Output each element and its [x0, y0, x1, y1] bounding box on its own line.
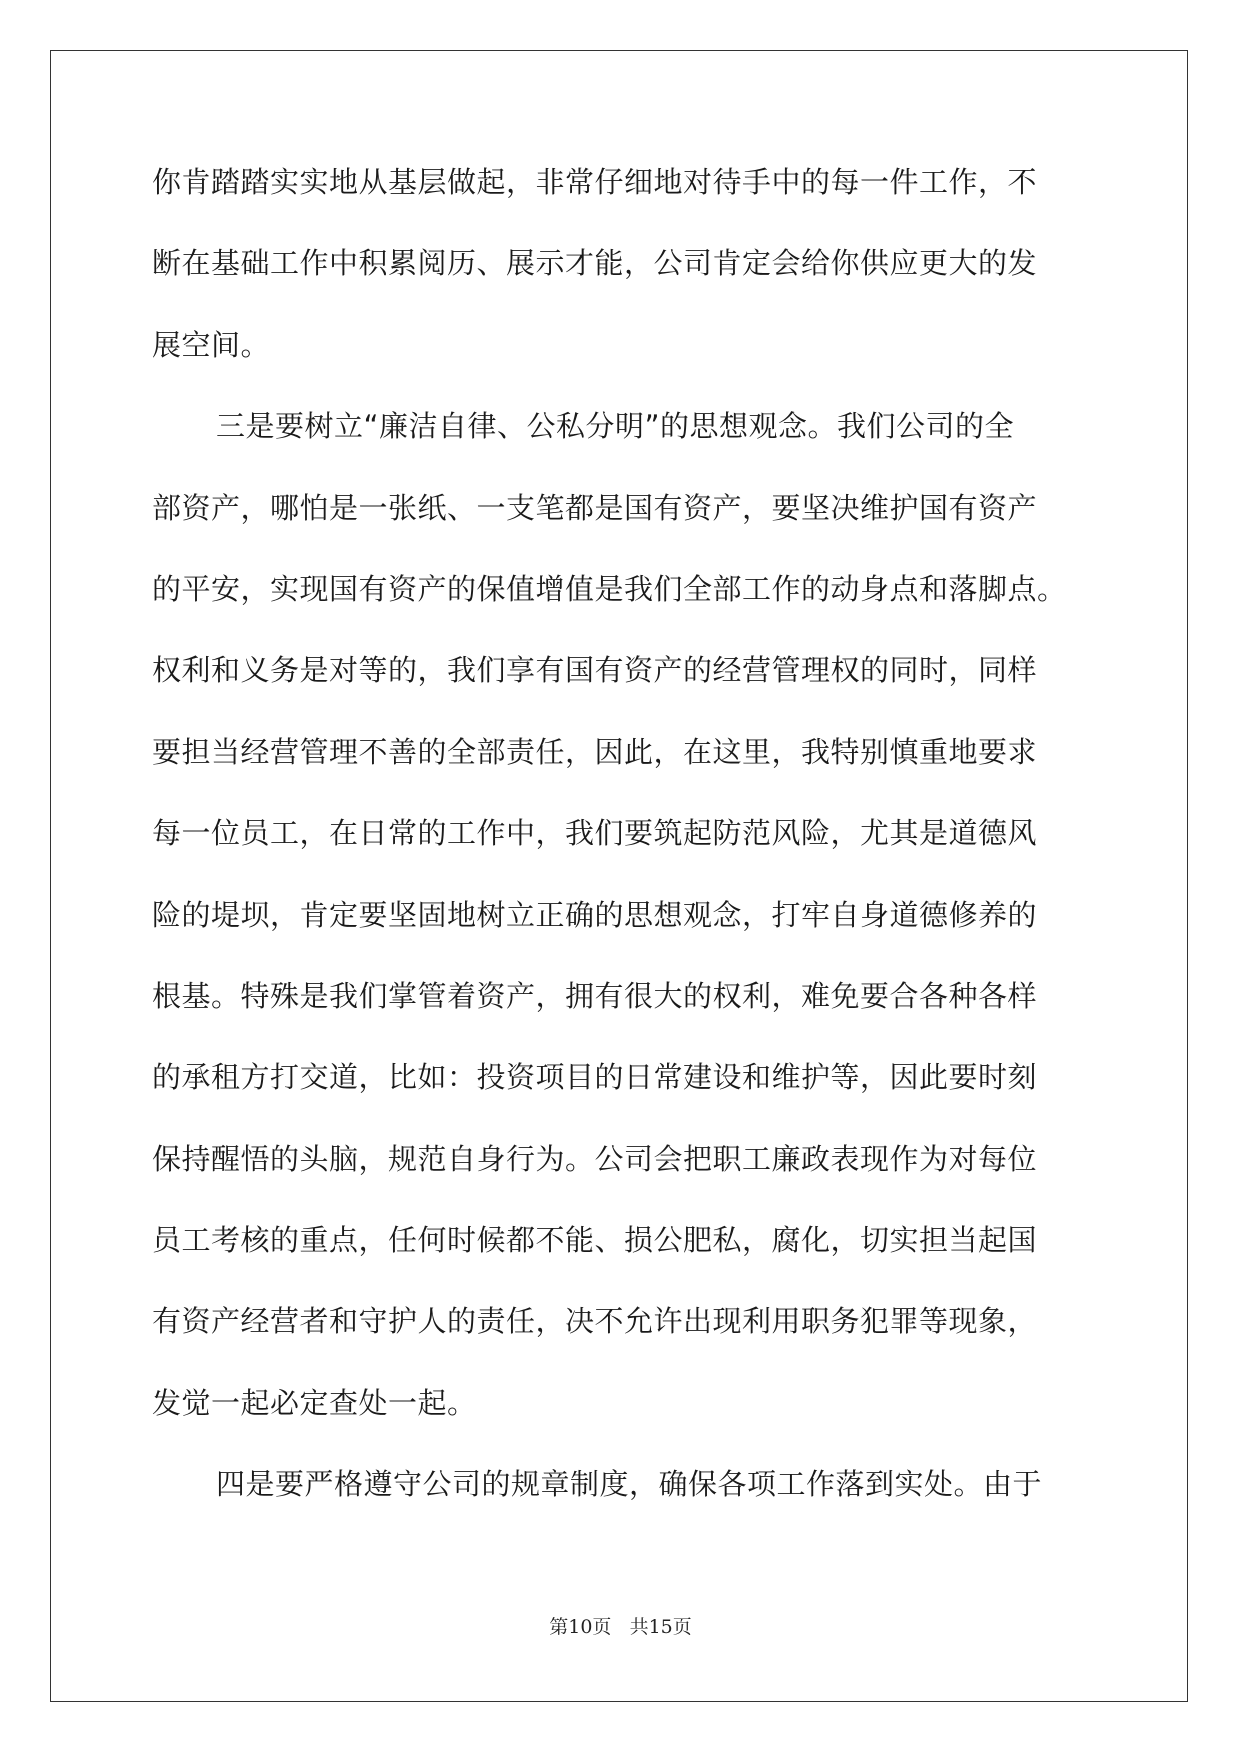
text-line: 展空间。	[152, 327, 271, 362]
text-line: 的承租方打交道，比如：投资项目的日常建设和维护等，因此要时刻	[152, 1060, 1038, 1095]
text-line: 根基。特殊是我们掌管着资产，拥有很大的权利，难免要合各种各样	[152, 978, 1038, 1013]
footer-spacer	[611, 1616, 629, 1638]
text-line: 要担当经营管理不善的全部责任，因此，在这里，我特别慎重地要求	[152, 734, 1038, 769]
text-line: 保持醒悟的头脑，规范自身行为。公司会把职工廉政表现作为对每位	[152, 1141, 1038, 1176]
paragraph-start-line: 四是要严格遵守公司的规章制度，确保各项工作落到实处。由于	[216, 1467, 1043, 1502]
text-line: 有资产经营者和守护人的责任，决不允许出现利用职务犯罪等现象，	[152, 1304, 1038, 1339]
paragraph-start-line: 三是要树立“廉洁自律、公私分明”的思想观念。我们公司的全	[216, 409, 1015, 444]
text-line: 权利和义务是对等的，我们享有国有资产的经营管理权的同时，同样	[152, 653, 1038, 688]
total-pages-label: 共15页	[629, 1616, 692, 1638]
text-line: 你肯踏踏实实地从基层做起，非常仔细地对待手中的每一件工作，不	[152, 165, 1038, 199]
text-line: 险的堤坝，肯定要坚固地树立正确的思想观念，打牢自身道德修养的	[152, 897, 1038, 932]
text-line: 部资产，哪怕是一张纸、一支笔都是国有资产，要坚决维护国有资产	[152, 490, 1038, 525]
document-body	[152, 162, 1092, 1546]
text-line: 的平安，实现国有资产的保值增值是我们全部工作的动身点和落脚点。	[152, 571, 1067, 606]
text-line: 发觉一起必定查处一起。	[152, 1385, 477, 1420]
page-footer	[0, 1612, 1241, 1639]
page-number-label: 第10页	[549, 1616, 612, 1638]
text-line: 断在基础工作中积累阅历、展示才能，公司肯定会给你供应更大的发	[152, 246, 1038, 281]
text-line: 每一位员工，在日常的工作中，我们要筑起防范风险，尤其是道德风	[152, 816, 1038, 851]
text-line: 员工考核的重点，任何时候都不能、损公肥私，腐化，切实担当起国	[152, 1223, 1038, 1258]
